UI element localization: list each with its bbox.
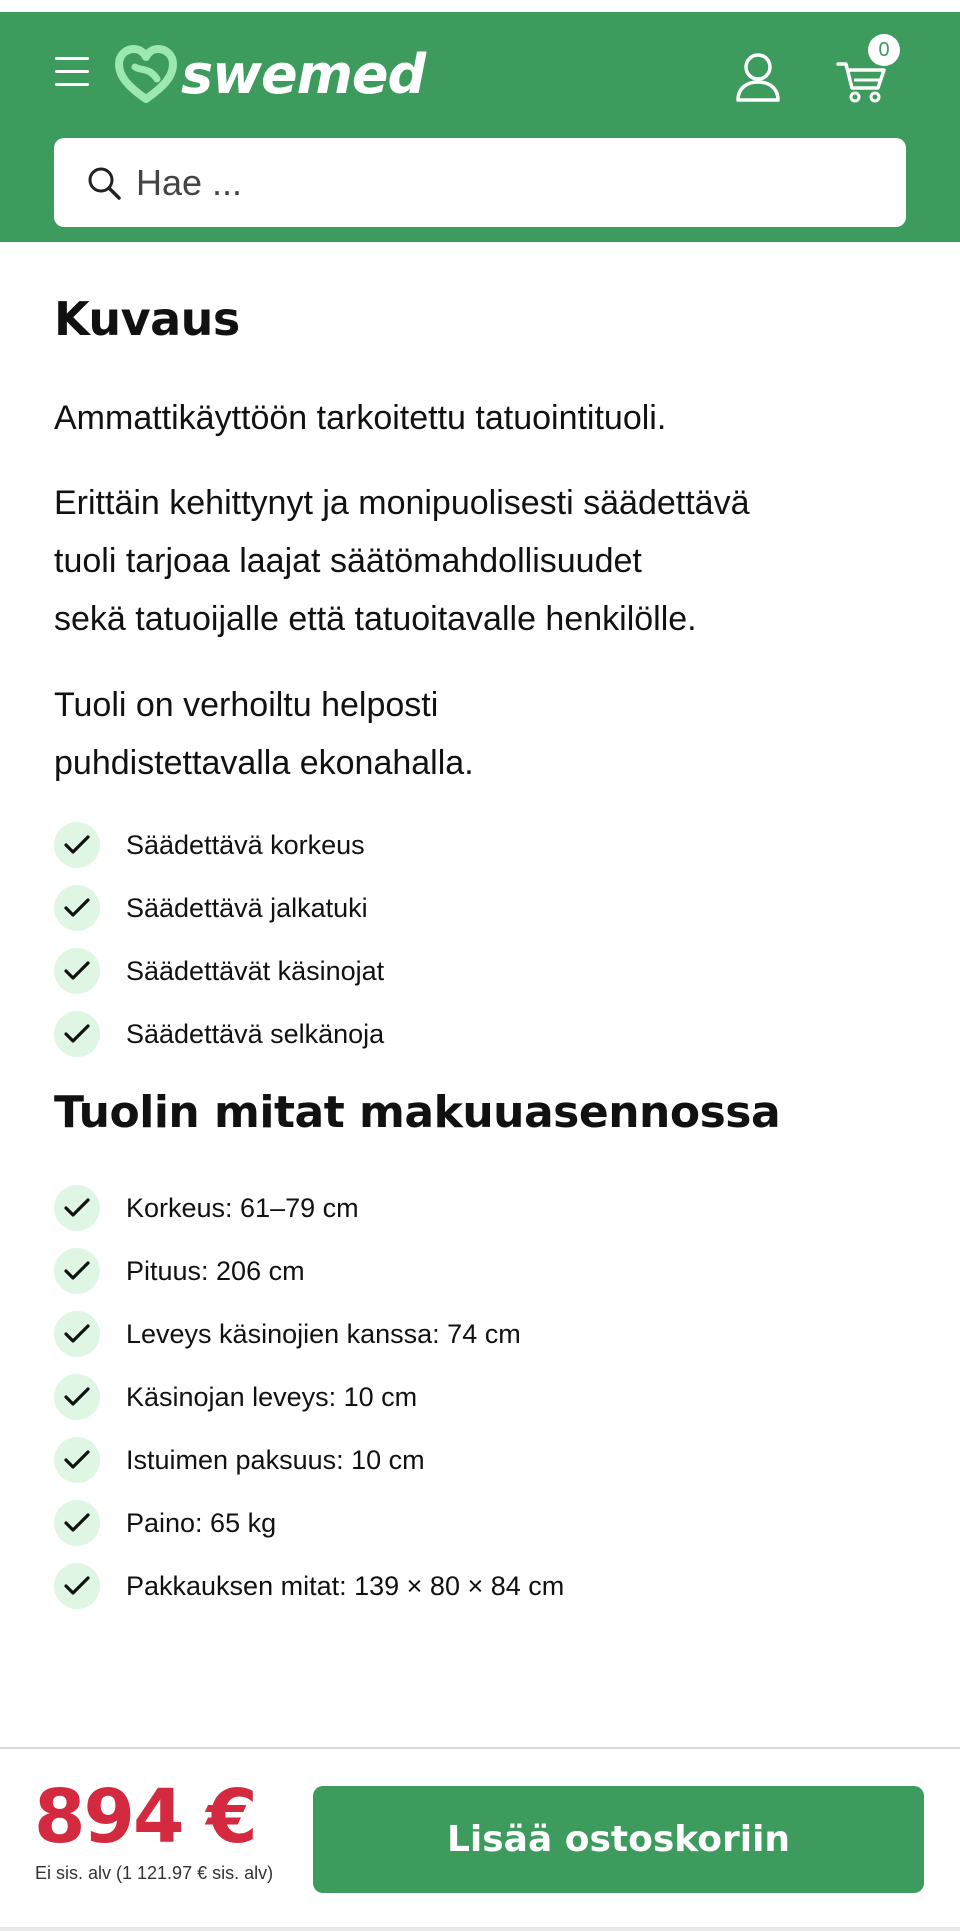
check-icon — [54, 1563, 100, 1609]
dimension-list-item — [54, 1563, 564, 1609]
hamburger-icon-line — [55, 83, 89, 86]
dimension-list-item — [54, 1311, 521, 1357]
description-paragraph: Tuoli on verhoiltu helposti — [54, 686, 439, 724]
feature-list-item — [54, 822, 365, 868]
brand-name: swemed — [181, 43, 426, 106]
feature-list-item — [54, 948, 384, 994]
description-paragraph: Ammattikäyttöön tarkoitettu tatuointituoli. — [54, 399, 667, 437]
search-input[interactable] — [136, 162, 896, 204]
check-icon — [54, 1311, 100, 1357]
search-icon — [86, 165, 122, 201]
feature-list-item — [54, 1011, 384, 1057]
description-paragraph: Erittäin kehittynyt ja monipuolisesti säädettävä — [54, 484, 750, 522]
feature-text: Säädettävät käsinojat — [126, 955, 385, 986]
description-paragraph: sekä tatuoijalle että tatuoitavalle henkilölle. — [54, 600, 697, 638]
user-icon — [733, 50, 783, 106]
add-to-cart-button[interactable]: Lisää ostoskoriin — [313, 1786, 924, 1893]
feature-list-item — [54, 885, 368, 931]
site-header — [0, 12, 960, 242]
status-strip — [0, 0, 960, 12]
dimension-text: Leveys käsinojien kanssa: 74 cm — [126, 1318, 521, 1349]
account-button[interactable] — [733, 50, 783, 106]
description-paragraph: tuoli tarjoaa laajat säätömahdollisuudet — [54, 542, 642, 580]
check-icon — [54, 948, 100, 994]
brand-logo[interactable] — [115, 40, 425, 110]
check-icon — [54, 1437, 100, 1483]
cart-count-badge: 0 — [868, 34, 900, 66]
check-icon — [54, 885, 100, 931]
feature-text: Säädettävä selkänoja — [126, 1018, 385, 1049]
home-indicator-strip — [0, 1927, 960, 1931]
dimension-list-item — [54, 1248, 305, 1294]
dimension-list-item — [54, 1437, 425, 1483]
feature-text: Säädettävä jalkatuki — [126, 892, 368, 923]
search-bar[interactable] — [54, 138, 906, 227]
check-icon — [54, 1011, 100, 1057]
dimension-text: Pakkauksen mitat: 139 × 80 × 84 cm — [126, 1570, 565, 1601]
description-title: Kuvaus — [54, 292, 240, 346]
check-icon — [54, 1374, 100, 1420]
check-icon — [54, 1500, 100, 1546]
hamburger-icon-line — [55, 57, 89, 60]
product-price: 894 € — [34, 1774, 256, 1860]
purchase-bar — [0, 1747, 960, 1931]
heart-logo-icon — [115, 45, 177, 105]
dimensions-title: Tuolin mitat makuuasennossa — [54, 1087, 781, 1138]
check-icon — [54, 822, 100, 868]
dimension-text: Käsinojan leveys: 10 cm — [126, 1381, 418, 1412]
dimension-list-item — [54, 1374, 417, 1420]
check-icon — [54, 1248, 100, 1294]
menu-button[interactable] — [53, 53, 93, 93]
price-vat-note: Ei sis. alv (1 121.97 € sis. alv) — [35, 1863, 274, 1883]
dimension-list-item — [54, 1500, 276, 1546]
dimension-text: Korkeus: 61–79 cm — [126, 1192, 359, 1223]
check-icon — [54, 1185, 100, 1231]
dimension-text: Paino: 65 kg — [126, 1507, 277, 1538]
dimension-list-item — [54, 1185, 359, 1231]
dimension-text: Istuimen paksuus: 10 cm — [126, 1444, 425, 1475]
description-paragraph: puhdistettavalla ekonahalla. — [54, 744, 474, 782]
dimension-text: Pituus: 206 cm — [126, 1255, 305, 1286]
hamburger-icon-line — [55, 70, 89, 73]
feature-text: Säädettävä korkeus — [126, 829, 365, 860]
